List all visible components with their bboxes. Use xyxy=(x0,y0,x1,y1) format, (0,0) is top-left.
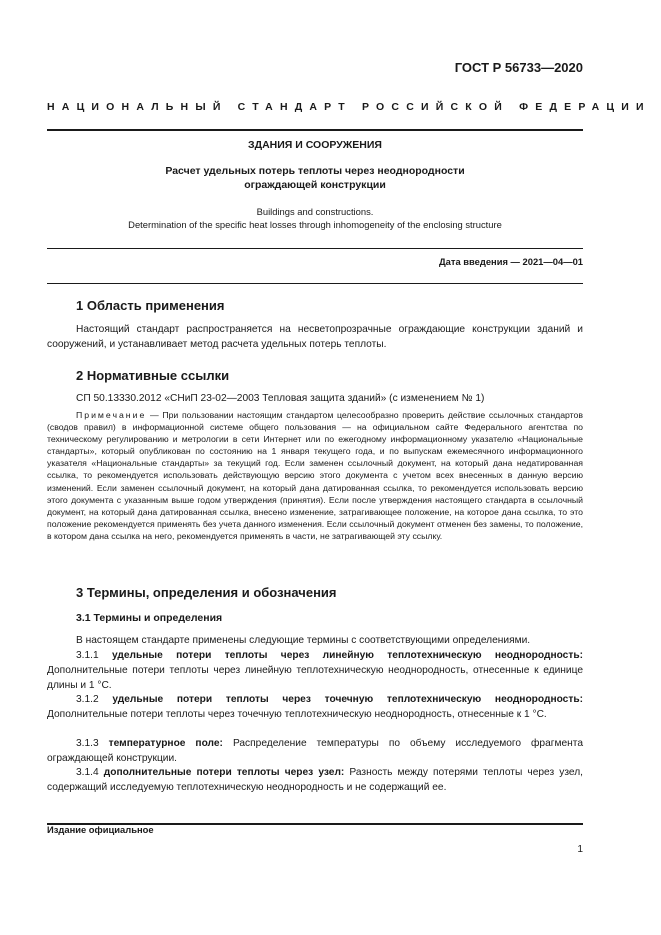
date-divider xyxy=(47,283,583,284)
term-definition: Распределение температуры по объему исследуемого фрагмента ограждающей конструкции. xyxy=(47,738,583,764)
note-text: — При пользовании настоящим стандартом целесообразно проверить действие ссылочных стандартов (сводов правил) в информационной системе общего пользования — на официальном сайте Федерального агентства по техническому регулированию и метрологии в сети Интернет или по ежегодному информационному указателю «Национальные стандарты», который опубликован по состоянию на 1 января текущего года, и по выпускам ежемесячного информационного указателя «Национальные стандарты» за текущий год. Если заменен ссылочный документ, на который дана недатированная ссылка, то рекомендуется использовать действующую версию этого документа с учетом всех внесенных в данную версию изменений. Если заменен ссылочный документ, на который дана датированная ссылка, то рекомендуется использовать версию этого документа с указанным выше годом утверждения (принятия). Если после утверждения настоящего стандарта в ссылочный документ, на который дана датированная ссылка, внесено изменение, затрагивающее положение, на которое дана ссылка, то это положение рекомендуется применять без учета данного изменения. Если ссылочный документ отменен без замены, то положение, в котором дана ссылка на него, рекомендуется применять в части, не затрагивающей эту ссылку. xyxy=(47,410,583,541)
term-number: 3.1.4 xyxy=(76,767,99,778)
section-1-heading: 1 Область применения xyxy=(76,298,225,313)
document-subtitle-line: ограждающей конструкции xyxy=(244,178,386,191)
document-title: ЗДАНИЯ И СООРУЖЕНИЯ xyxy=(248,139,382,151)
page-number: 1 xyxy=(577,844,583,855)
english-title-line: Determination of the specific heat losses through inhomogeneity of the enclosing structure xyxy=(128,218,502,230)
section-3-heading: 3 Термины, определения и обозначения xyxy=(76,585,337,600)
term-name: температурное поле: xyxy=(108,738,223,749)
section-2-heading: 2 Нормативные ссылки xyxy=(76,368,230,383)
section-1-text: Настоящий стандарт распространяется на несветопрозрачные ограждающие конструкции зданий и сооружений, и устанавливает метод расчета удельных потерь теплоты. xyxy=(47,324,583,350)
normative-reference: СП 50.13330.2012 «СНиП 23-02—2003 Тепловая защита зданий» (с изменением № 1) xyxy=(76,393,485,404)
document-subtitle-line: Расчет удельных потерь теплоты через неоднородности xyxy=(165,165,465,177)
note-label: Примечание xyxy=(76,410,147,420)
term-definition: Дополнительные потери теплоты через линейную теплотехническую неоднородность, отнесенные к единице длины и 1 °С. xyxy=(47,665,583,691)
english-title xyxy=(47,206,583,231)
term-number: 3.1.3 xyxy=(76,738,99,749)
english-title-line: Buildings and constructions. xyxy=(256,206,374,217)
term-entry xyxy=(47,692,583,722)
term-definition: Разность между потерями теплоты через узел, содержащий исследуемую теплотехническую неоднородность и не содержащий ее. xyxy=(47,767,583,793)
term-number: 3.1.2 xyxy=(76,694,99,705)
term-name: дополнительные потери теплоты через узел: xyxy=(103,767,345,778)
term-entry xyxy=(47,648,583,693)
term-number: 3.1.1 xyxy=(76,650,99,661)
document-subtitle xyxy=(47,165,583,192)
term-definition: Дополнительные потери теплоты через точечную теплотехническую неоднородность, отнесенные к 1 °С. xyxy=(47,709,547,720)
introduction-date: Дата введения — 2021—04—01 xyxy=(438,256,583,267)
term-entry xyxy=(47,736,583,766)
term-name: удельные потери теплоты через линейную теплотехническую неоднородность: xyxy=(112,650,583,661)
term-entry xyxy=(47,765,583,795)
standard-banner: НАЦИОНАЛЬНЫЙ СТАНДАРТ РОССИЙСКОЙ ФЕДЕРАЦИИ xyxy=(47,101,651,113)
official-edition-label: Издание официальное xyxy=(47,824,154,835)
subsection-3-1-heading: 3.1 Термины и определения xyxy=(76,612,223,624)
terms-intro: В настоящем стандарте применены следующие термины с соответствующими определениями. xyxy=(76,635,531,646)
term-name: удельные потери теплоты через точечную теплотехническую неоднородность: xyxy=(112,694,583,705)
reference-note xyxy=(47,409,583,542)
document-code: ГОСТ Р 56733—2020 xyxy=(454,60,583,75)
header-divider xyxy=(47,129,583,131)
title-divider xyxy=(47,248,583,249)
